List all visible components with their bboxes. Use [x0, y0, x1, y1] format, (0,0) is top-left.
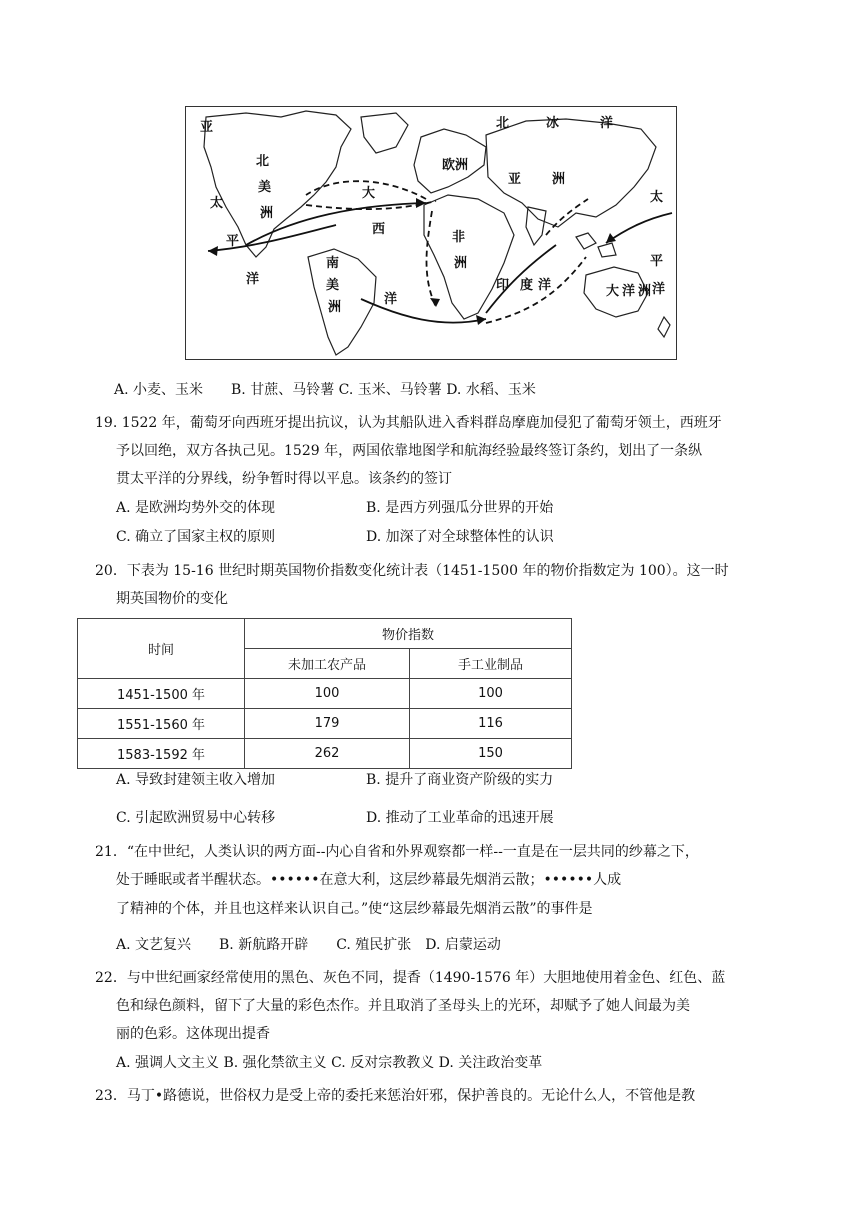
map-label-pacific-w3: 洋	[246, 272, 260, 287]
arrow-head-5	[430, 298, 440, 307]
cell-agri: 100	[245, 679, 410, 709]
map-label-asia-1: 亚	[508, 172, 522, 187]
price-index-table	[77, 618, 572, 769]
route-east-pacific	[606, 213, 672, 243]
q21-text-line2: 处于睡眠或者半醒状态。••••••在意大利，这层纱幕最先烟消云散；••••••人成	[116, 872, 622, 888]
cell-agri: 179	[245, 709, 410, 739]
header-price-index: 物价指数	[245, 619, 572, 649]
q23-text-line1: 23．马丁•路德说，世俗权力是受上帝的委托来惩治奸邪，保护善良的。无论什么人，不管他是教	[95, 1088, 696, 1104]
map-label-south-america-2: 美	[326, 278, 340, 293]
map-label-indian-1: 印	[496, 278, 510, 293]
india-outline	[526, 207, 546, 245]
map-drawing	[186, 107, 676, 359]
map-label-atlantic-1: 大	[362, 186, 376, 201]
cell-time: 1451-1500 年	[78, 679, 245, 709]
q19-text-line3: 贯太平洋的分界线，纷争暂时得以平息。该条约的签订	[116, 471, 452, 487]
map-label-pacific-w2: 平	[226, 234, 240, 249]
map-label-atlantic-3: 洋	[384, 292, 398, 307]
q19-option-b: B. 是西方列强瓜分世界的开始	[366, 500, 554, 516]
map-label-asia-2: 洲	[552, 172, 566, 187]
map-label-pacific-w1: 太	[210, 196, 224, 211]
map-label-africa-2: 洲	[454, 256, 468, 271]
map-label-pacific-e1: 太	[650, 190, 664, 205]
header-craft: 手工业制品	[410, 649, 572, 679]
q22-options: A. 强调人文主义 B. 强化禁欲主义 C. 反对宗教教义 D. 关注政治变革	[116, 1055, 543, 1071]
route-south-atlantic	[361, 299, 486, 323]
table-row	[78, 739, 572, 769]
q20-option-b: B. 提升了商业资产阶级的实力	[366, 772, 554, 788]
q21-text-line1: 21．“在中世纪，人类认识的两方面--内心自省和外界观察都一样--一直是在一层共同的纱幕之下，	[95, 844, 699, 860]
new-zealand-outline	[658, 317, 670, 337]
q19-option-c: C. 确立了国家主权的原则	[116, 529, 276, 545]
q20-option-d: D. 推动了工业革命的迅速开展	[366, 810, 554, 826]
q20-text-line2: 期英国物价的变化	[116, 591, 228, 607]
world-map-figure	[185, 106, 677, 360]
map-label-europe: 欧洲	[442, 158, 469, 173]
q20-option-c: C. 引起欧洲贸易中心转移	[116, 810, 276, 826]
map-label-africa-1: 非	[452, 230, 466, 245]
q19-option-a: A. 是欧洲均势外交的体现	[116, 500, 276, 516]
cell-craft: 116	[410, 709, 572, 739]
map-label-australia-1: 大	[606, 284, 620, 299]
route-africa-dashed	[427, 211, 437, 307]
cell-time: 1551-1560 年	[78, 709, 245, 739]
q22-text-line2: 色和绿色颜料，留下了大量的彩色杰作。并且取消了圣母头上的光环，却赋予了她人间最为美	[116, 998, 690, 1014]
q19-option-d: D. 加深了对全球整体性的认识	[366, 529, 554, 545]
map-label-north-america-3: 洲	[260, 206, 274, 221]
map-label-south-america-1: 南	[326, 256, 340, 271]
greenland-outline	[361, 113, 408, 153]
map-label-asia-left: 亚	[200, 120, 214, 135]
map-label-arctic-3: 洋	[600, 116, 614, 131]
map-label-north-america-2: 美	[258, 180, 272, 195]
cell-agri: 262	[245, 739, 410, 769]
route-asia-dashed	[546, 199, 588, 235]
map-label-australia-2: 洋	[622, 284, 636, 299]
q21-options: A. 文艺复兴 B. 新航路开辟 C. 殖民扩张 D. 启蒙运动	[116, 937, 501, 953]
arrow-head-3	[476, 315, 486, 325]
q20-text-line1: 20．下表为 15-16 世纪时期英国物价指数变化统计表（1451-1500 年的物价指数定为 100）。这一时	[95, 563, 729, 579]
q22-text-line1: 22．与中世纪画家经常使用的黑色、灰色不同，提香（1490-1576 年）大胆地使用着金色、红色、蓝	[95, 970, 726, 986]
map-label-indian-2: 度	[520, 278, 534, 293]
q21-text-line3: 了精神的个体，并且也这样来认识自己。”使“这层纱幕最先烟消云散”的事件是	[116, 901, 593, 917]
map-label-australia-3: 洲	[638, 284, 652, 299]
map-label-atlantic-2: 西	[372, 222, 386, 237]
header-time: 时间	[78, 619, 245, 679]
q20-option-a: A. 导致封建领主收入增加	[116, 772, 276, 788]
map-label-north: 北	[256, 154, 270, 169]
q19-text-line1: 19. 1522 年，葡萄牙向西班牙提出抗议，认为其船队进入香料群岛摩鹿加侵犯了葡萄牙领土，西班牙	[95, 415, 722, 431]
cell-craft: 100	[410, 679, 572, 709]
map-label-pacific-e3: 洋	[652, 282, 666, 297]
q19-text-line2: 予以回绝，双方各执己见。1529 年，两国依靠地图学和航海经验最终签订条约，划出了一条纵	[116, 443, 703, 459]
header-agri: 未加工农产品	[245, 649, 410, 679]
q22-text-line3: 丽的色彩。这体现出提香	[116, 1026, 270, 1042]
cell-craft: 150	[410, 739, 572, 769]
map-label-arctic-1: 北	[496, 116, 510, 131]
map-label-pacific-e2: 平	[650, 254, 664, 269]
map-label-arctic-2: 冰	[546, 116, 560, 131]
arrow-head-1	[208, 246, 218, 256]
q18-options: A. 小麦、玉米 B. 甘蔗、马铃薯 C. 玉米、马铃薯 D. 水稻、玉米	[114, 382, 536, 398]
map-label-indian-3: 洋	[538, 278, 552, 293]
map-label-south-america-3: 洲	[328, 300, 342, 315]
table-row	[78, 679, 572, 709]
cell-time: 1583-1592 年	[78, 739, 245, 769]
table-row	[78, 709, 572, 739]
